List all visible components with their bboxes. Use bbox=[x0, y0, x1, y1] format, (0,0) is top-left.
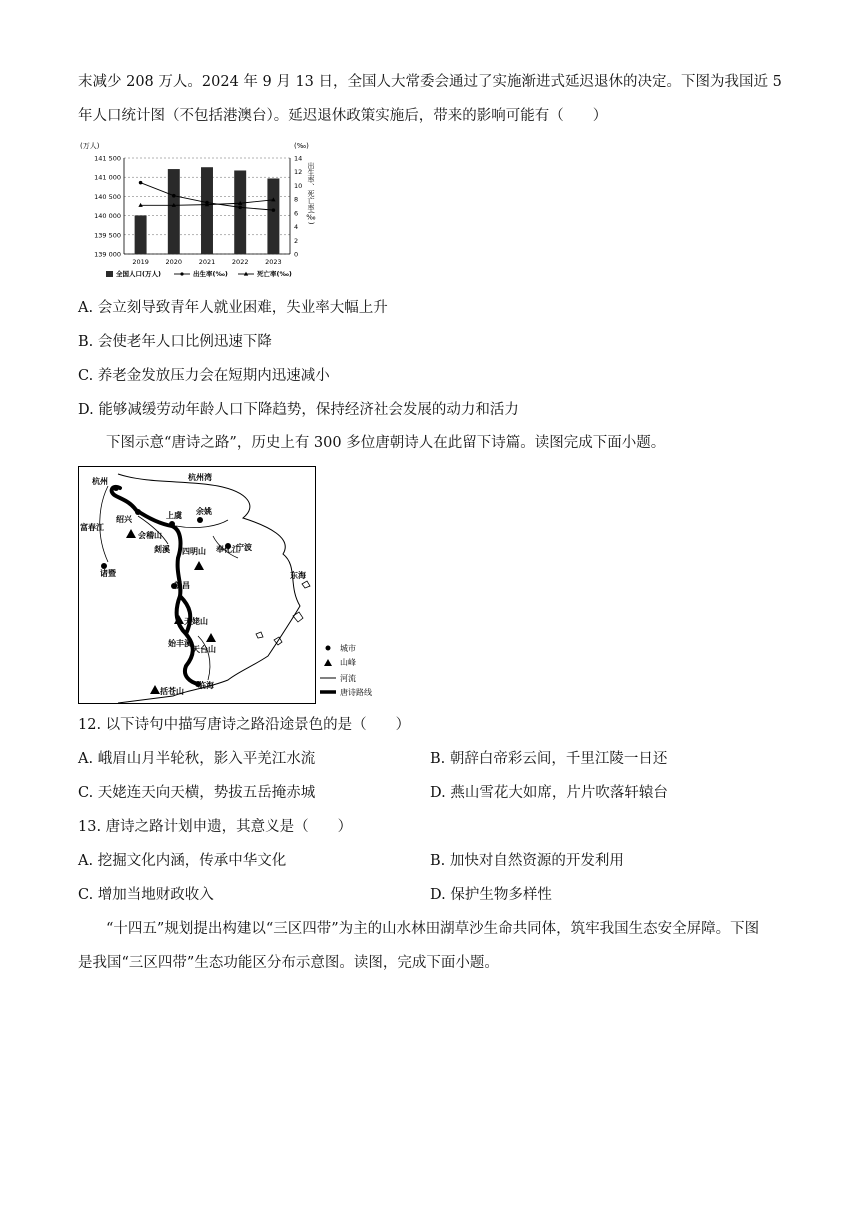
city-yuyao-dot bbox=[197, 517, 203, 523]
eco-line-2: 是我国“三区四带”生态功能区分布示意图。读图，完成下面小题。 bbox=[78, 955, 499, 971]
intro-line-1: 末减少 208 万人。2024 年 9 月 13 日，全国人大常委会通过了实施渐进式延迟退休的决定。下图为我国近 5 bbox=[78, 74, 782, 90]
legend-city: 城市 bbox=[340, 644, 356, 653]
left-tick-label: 141 000 bbox=[94, 173, 121, 182]
left-tick-label: 139 000 bbox=[94, 250, 121, 259]
label-tiantai: 天台山 bbox=[192, 645, 216, 654]
left-tick-label: 140 000 bbox=[94, 212, 121, 221]
label-donghai: 东海 bbox=[290, 571, 306, 580]
left-tick-label: 141 500 bbox=[94, 154, 121, 163]
q12-stem: 12. 以下诗句中描写唐诗之路沿途景色的是（ ） bbox=[78, 717, 411, 733]
label-siming: 四明山 bbox=[182, 547, 206, 556]
population-bar bbox=[201, 167, 213, 254]
poem-intro: 下图示意“唐诗之路”，历史上有 300 多位唐朝诗人在此留下诗篇。读图完成下面小题。 bbox=[106, 435, 666, 451]
option-b: B. 会使老年人口比例迅速下降 bbox=[78, 334, 272, 350]
right-tick-label: 2 bbox=[294, 236, 299, 245]
legend-birth: 出生率(‰) bbox=[193, 270, 228, 278]
city-shaoxing-dot bbox=[135, 509, 141, 515]
birth-rate-point bbox=[238, 206, 242, 210]
label-shaoxing: 绍兴 bbox=[116, 515, 132, 524]
q12-option-a: A. 峨眉山月半轮秋，影入平羌江水流 bbox=[78, 751, 316, 767]
q12-option-d: D. 燕山雪花大如席，片片吹落轩辕台 bbox=[430, 785, 668, 801]
legend-route: 唐诗路线 bbox=[340, 688, 372, 697]
option-c: C. 养老金发放压力会在短期内迅速减小 bbox=[78, 368, 330, 384]
label-yuyao: 余姚 bbox=[196, 507, 212, 516]
peak-tiantai bbox=[206, 633, 216, 642]
right-tick-label: 12 bbox=[294, 168, 303, 177]
option-d: D. 能够减缓劳动年龄人口下降趋势，保持经济社会发展的动力和活力 bbox=[78, 402, 519, 418]
label-ningbo: 宁波 bbox=[236, 543, 252, 552]
right-tick-label: 4 bbox=[294, 223, 299, 232]
label-xinchang: 新昌 bbox=[174, 581, 190, 590]
peak-siming bbox=[194, 561, 204, 570]
legend-bar-swatch bbox=[106, 271, 113, 277]
legend-death: 死亡率(‰) bbox=[257, 270, 292, 278]
left-axis-unit: (万人) bbox=[80, 142, 100, 150]
legend-population: 全国人口(万人) bbox=[116, 270, 161, 278]
x-tick-label: 2020 bbox=[165, 258, 183, 266]
q13-stem: 13. 唐诗之路计划申遗，其意义是（ ） bbox=[78, 819, 353, 835]
chart-legend bbox=[106, 269, 292, 278]
right-tick-label: 14 bbox=[294, 154, 303, 163]
right-axis-label: 出生率、死亡率(‰) bbox=[307, 162, 315, 225]
right-tick-label: 8 bbox=[294, 195, 299, 204]
label-tianmu: 天姥山 bbox=[184, 617, 208, 626]
city-hangzhou-dot bbox=[113, 485, 119, 491]
label-shangyu: 上虞 bbox=[166, 511, 182, 520]
q12-option-c: C. 天姥连天向天横，势拔五岳掩赤城 bbox=[78, 785, 316, 801]
map-frame bbox=[79, 467, 316, 704]
population-bar bbox=[267, 178, 279, 254]
left-tick-label: 140 500 bbox=[94, 192, 121, 201]
x-tick-label: 2022 bbox=[231, 258, 249, 266]
label-kuocang: 括苍山 bbox=[160, 687, 184, 696]
birth-rate-point bbox=[172, 194, 176, 198]
legend-birth-marker bbox=[180, 272, 183, 275]
label-kuaijishan: 会稽山 bbox=[138, 531, 162, 540]
peak-kuocang bbox=[150, 685, 160, 694]
label-fuchunjiang: 富春江 bbox=[80, 523, 104, 532]
population-bar bbox=[234, 170, 246, 254]
x-tick-label: 2023 bbox=[265, 258, 282, 266]
river-shifeng bbox=[198, 636, 210, 680]
q13-option-b: B. 加快对自然资源的开发利用 bbox=[430, 853, 624, 869]
map-legend bbox=[320, 643, 372, 697]
intro-line-2: 年人口统计图（不包括港澳台）。延迟退休政策实施后，带来的影响可能有（ ） bbox=[78, 108, 608, 124]
population-chart bbox=[78, 140, 338, 288]
population-bar bbox=[168, 169, 180, 254]
eco-line-1: “十四五”规划提出构建以“三区四带”为主的山水林田湖草沙生命共同体，筑牢我国生态安全屏障。下图 bbox=[106, 921, 760, 937]
label-hangzhou: 杭州 bbox=[92, 477, 108, 486]
city-shangyu-dot bbox=[169, 521, 175, 527]
islands bbox=[256, 581, 310, 645]
option-a: A. 会立刻导致青年人就业困难，失业率大幅上升 bbox=[78, 300, 388, 316]
label-fenghua: 奉化江 bbox=[216, 545, 240, 554]
birth-rate-point bbox=[139, 181, 143, 185]
x-tick-label: 2021 bbox=[198, 258, 216, 266]
label-shanxi: 剡溪 bbox=[154, 545, 170, 554]
label-linhai: 临海 bbox=[198, 681, 214, 690]
legend-peak: 山峰 bbox=[340, 658, 356, 667]
x-tick-label: 2019 bbox=[132, 258, 149, 266]
peak-kuaiji bbox=[126, 529, 136, 538]
tang-poetry-route-map bbox=[78, 466, 394, 704]
label-zhuji: 诸暨 bbox=[100, 569, 116, 578]
q13-option-a: A. 挖掘文化内涵，传承中华文化 bbox=[78, 853, 287, 869]
right-axis-unit: (‰) bbox=[294, 142, 309, 150]
left-tick-label: 139 500 bbox=[94, 231, 121, 240]
right-tick-label: 0 bbox=[294, 250, 299, 259]
label-shifeng: 始丰溪 bbox=[168, 639, 192, 648]
q13-option-d: D. 保护生物多样性 bbox=[430, 887, 552, 903]
label-hangzhouwan: 杭州湾 bbox=[188, 473, 212, 482]
q13-option-c: C. 增加当地财政收入 bbox=[78, 887, 214, 903]
right-tick-label: 10 bbox=[294, 181, 303, 190]
right-tick-label: 6 bbox=[294, 209, 299, 218]
legend-river: 河流 bbox=[340, 674, 356, 683]
population-bar bbox=[135, 215, 147, 254]
birth-rate-point bbox=[272, 208, 276, 212]
q12-option-b: B. 朝辞白帝彩云间，千里江陵一日还 bbox=[430, 751, 668, 767]
